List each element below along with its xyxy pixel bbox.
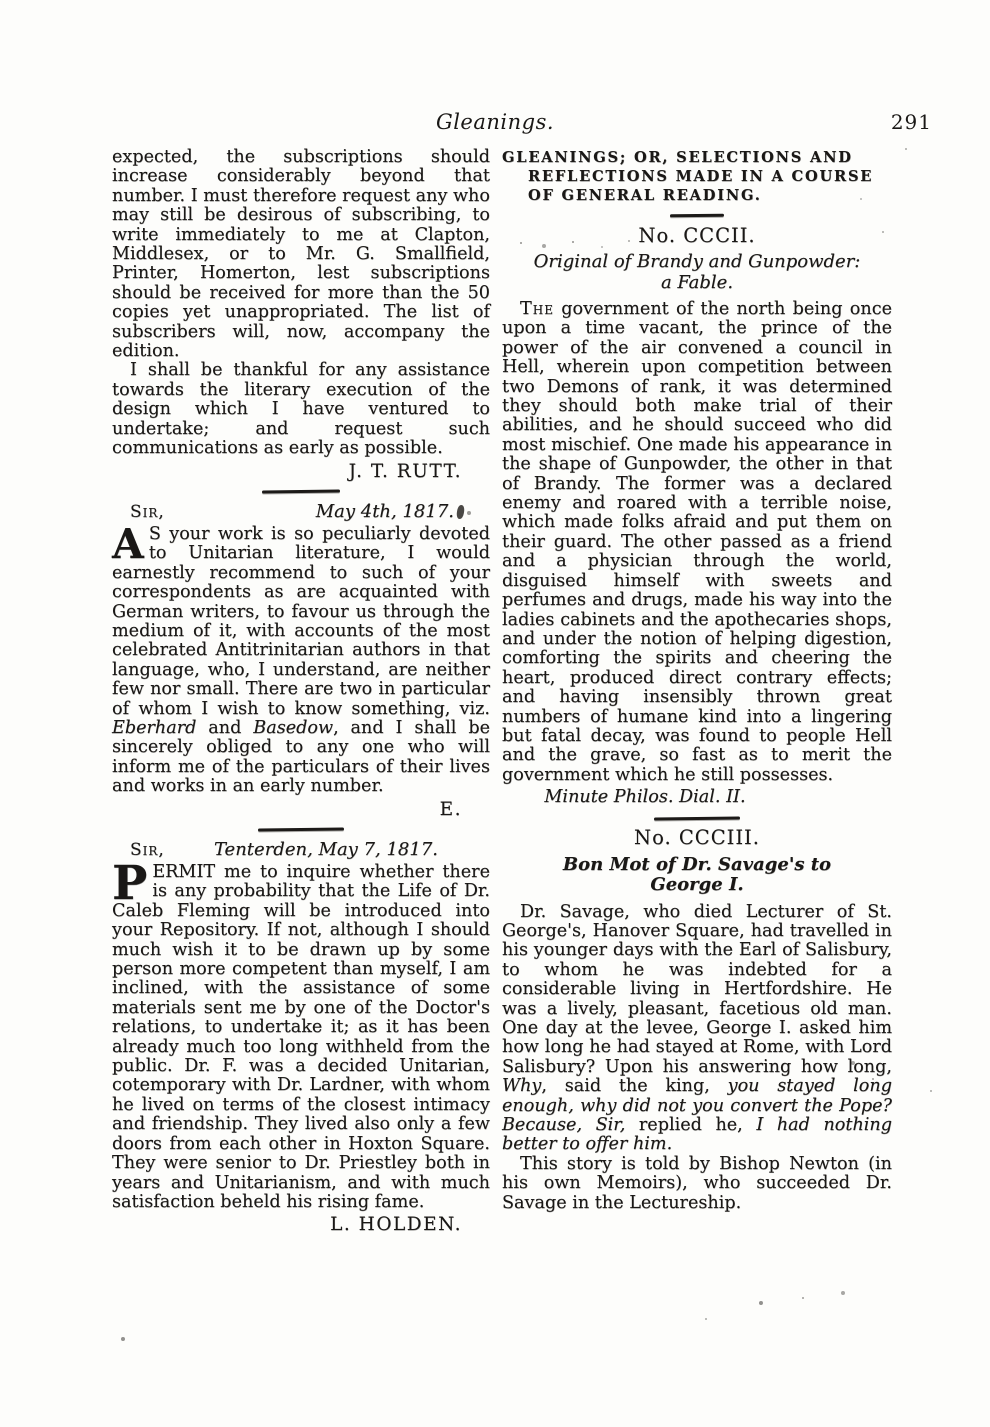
- article-cccii-attribution: Minute Philos. Dial. II.: [544, 787, 746, 808]
- running-header: Gleanings.: [435, 110, 555, 134]
- text-segment: , and I shall be sincerely obliged to any one who will inform me of the particulars of their lives and works in an early number.: [112, 717, 490, 797]
- letter-e-signature: E.: [439, 798, 462, 820]
- text-segment: and: [196, 717, 254, 738]
- article-cccii-number: No. CCCII.: [638, 223, 756, 247]
- left-column: [112, 148, 490, 1237]
- drop-cap-p: P: [112, 856, 148, 911]
- separator-rule: [654, 816, 740, 820]
- ink-smudge: [456, 504, 465, 519]
- article-cccii-title: [502, 252, 892, 293]
- text-segment: ERMIT me to inquire whether there is any probability that the Life of Dr. Caleb Fleming will be introduced into your Repository. If not, although I should much wish it to be drawn up by some person more competent than myself, I am inclined, with the assistance of some materials sent me by one of the Doctor's relations, to undertake it; as it has been already much too long withheld from the public. Dr. F. was a decided Unitarian, cotemporary with Dr. Lardner, with whom he lived on terms of the closest intimacy and friendship. They lived also only a few doors from each other in Hoxton Square. They were senior to Dr. Priestley both in years and Unitarianism, and with much satisfaction beheld his rising fame.: [112, 862, 490, 1212]
- letter-holden-body: [112, 856, 490, 1212]
- text-segment: government of the north being once upon a time vacant, the prince of the power of the air convened a council in Hell, wherein upon competition between two Demons of rank, it was determined they should both make trial of their abilities, and he should succeed who did most mischief. One made his appearance in the shape of Gunpowder, the other in that of Brandy. The former was a declared enemy and roared with a terrible noise, which made folks afraid and put them on their guard. The other passed as a friend and a physician through the world, disguised himself with sweets and perfumes and drugs, made his way into the ladies cabinets and the apothecaries shops, and under the notion of helping digestion, comforting the spirits and cheering the heart, produced direct contrary effects; and having insensibly thrown great numbers of humane kind into a lingering but fatal decay, was found to people Hell and the grave, so fast as to merit the government which he still possesses.: [502, 299, 892, 785]
- text-segment-italic: Basedow: [253, 717, 334, 738]
- right-column: [502, 148, 892, 1213]
- text-segment-italic: Eberhard: [112, 717, 197, 738]
- article-ccciii-paragraph-1: [502, 903, 892, 1155]
- lead-word: The: [520, 299, 554, 319]
- letter-e-dateline-text: May 4th, 1817.: [315, 500, 454, 522]
- text-segment: Dr. Savage, who died Lecturer of St. George's, Hanover Square, had travelled in his younger days with the Earl of Salisbury, to whom he was indebted for a considerable living in Hertfordshire. He was a lively, pleasant, facetious old man. One day at the levee, George I. asked him how long he had stayed at Rome, with Lord Salisbury? Upon his answering how long,: [502, 901, 892, 1077]
- article-ccciii-title: [502, 855, 892, 896]
- section-heading-line2: REFLECTIONS MADE IN A COURSE: [528, 168, 874, 185]
- scan-speckles: [0, 0, 2, 2]
- separator-rule: [670, 214, 724, 217]
- letter-holden-header: [112, 840, 490, 860]
- text-segment-italic: Because, Sir,: [502, 1115, 626, 1136]
- letter-e-dateline: [316, 502, 490, 521]
- rutt-letter-paragraph-1: expected, the subscriptions should increase considerably beyond that number. I must therefore request any who may still be desirous of subscribing, to write immediately to me at Clapton, Middlesex, or to Mr. G. Smallfield, Printer, Homerton, lest subscriptions should be received for more than the 50 copies yet unappropriated. The list of subscribers will, now, accompany the edition.: [112, 147, 490, 362]
- text-segment-italic: I had nothing better to offer him.: [502, 1115, 892, 1155]
- article-ccciii-number: No. CCCIII.: [634, 826, 760, 850]
- section-heading-line3: OF GENERAL READING.: [528, 187, 762, 204]
- text-segment: replied he,: [625, 1115, 757, 1136]
- article-cccii-title-line2: a Fable.: [660, 271, 734, 293]
- letter-holden-salutation: Sir,: [130, 839, 165, 860]
- text-segment: S your work is so peculiarly devoted to Unitarian literature, I would earnestly recommend to such of your correspondents as are acquainted with German writers, to favour us through the medium of it, with accounts of the most celebrated Antitrinitarian authors in that language, who, I understand, are neither few nor small. There are two in particular of whom I wish to know something, viz.: [112, 523, 490, 719]
- section-heading-line1: GLEANINGS; OR, SELECTIONS AND: [502, 149, 853, 166]
- page-number: 291: [890, 110, 932, 134]
- article-cccii-body: [502, 300, 892, 785]
- rutt-signature: J. T. RUTT.: [348, 460, 462, 482]
- letter-e-body: [112, 519, 490, 797]
- holden-signature: L. HOLDEN.: [330, 1214, 462, 1236]
- rutt-letter-paragraph-2: I shall be thankful for any assistance towards the literary execution of the design which I have ventured to undertake; and request such communications as early as possible.: [112, 360, 490, 459]
- letter-e-header: [112, 502, 490, 522]
- drop-cap-a: A: [112, 519, 144, 568]
- text-segment-italic: Why: [502, 1076, 542, 1097]
- text-segment: , said the king,: [541, 1076, 728, 1097]
- section-heading: [502, 148, 892, 205]
- text-segment-italic: you stayed long enough, why did not you convert the Pope?: [502, 1076, 892, 1116]
- article-ccciii-title-line1: Bon Mot of Dr. Savage's to: [562, 853, 832, 875]
- letter-holden-dateline: Tenterden, May 7, 1817.: [213, 838, 438, 860]
- separator-rule: [262, 489, 340, 493]
- article-cccii-title-line1: Original of Brandy and Gunpowder:: [533, 251, 861, 272]
- article-ccciii-paragraph-2: This story is told by Bishop Newton (in his own Memoirs), who succeeded Dr. Savage in the Lectureship.: [502, 1153, 892, 1213]
- separator-rule: [258, 827, 344, 831]
- article-ccciii-title-line2: George I.: [650, 874, 744, 896]
- letter-e-salutation: Sir,: [130, 501, 165, 522]
